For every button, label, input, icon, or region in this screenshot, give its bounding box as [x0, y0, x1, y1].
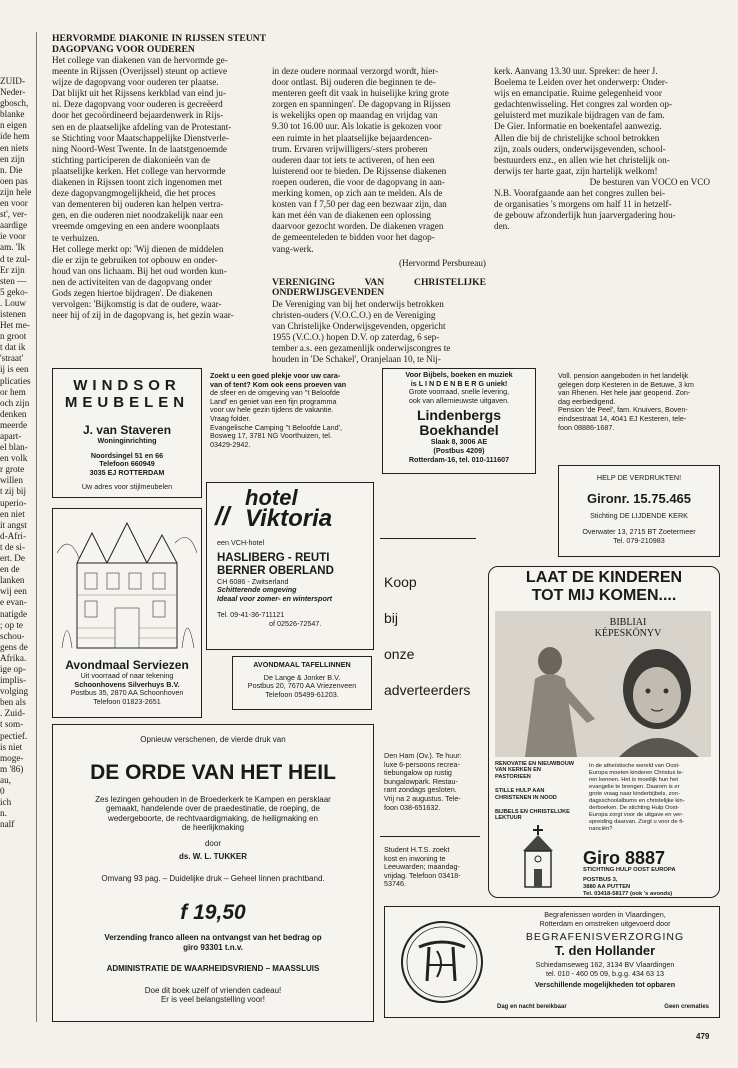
ad-line: de heerlijkmaking: [181, 823, 245, 832]
text-fragment: en zijn: [0, 153, 25, 164]
text-line: tember a.s. een gezamenlijk onderwijscongres te: [272, 343, 451, 354]
text-fragment: Neder-: [0, 87, 26, 98]
article-body: [494, 66, 710, 232]
divider: [380, 538, 476, 539]
ad-address: Schiedamseweg 162, 3134 BV Vlaardingen: [535, 960, 675, 970]
text-fragment: sten —: [0, 275, 27, 286]
ad-line: Voor Bijbels, boeken en muziek: [405, 370, 513, 379]
ad-line: Student H.T.S. zoekt: [384, 845, 450, 854]
text-line: De Gier. Informatie en boekentafel aanwezig.: [494, 121, 662, 132]
ad-giro: Giro 8887: [583, 848, 666, 868]
ad-title: T. den Hollander: [554, 943, 656, 959]
article-voco: [494, 66, 710, 232]
ad-line: Telefoon 01823-2651: [93, 696, 161, 706]
text-fragment: ie voor: [0, 231, 26, 242]
text-line: kosten van f 7,50 per dag een bezwaar zijn, dan: [272, 199, 447, 210]
ad-line: POSTBUS 3,: [583, 877, 618, 883]
text-fragment: natigde: [0, 608, 28, 619]
text-line: wijze de dagopvang voor ouderen ter plaatse.: [52, 77, 219, 88]
text-fragment: t zij bij: [0, 486, 27, 497]
text-line: zorgen en spanningen'. De dagopvang in Rijssen: [272, 99, 451, 110]
ad-line: gelegen dorp Kesteren in de Betuwe, 3 km: [558, 379, 694, 389]
text-line: deze dagopvangmogelijkheid, die het proces: [52, 188, 216, 199]
text-line: daarvoor gezocht worden. De diakenen vragen: [272, 221, 444, 232]
text-line: luisterend oor te bieden. De Rijssense diakenen: [272, 165, 447, 176]
ad-line: foon 08886-1687.: [558, 422, 615, 432]
article-title: HERVORMDE DIAKONIE IN RIJSSEN STEUNT DAGOPVANG VOOR OUDEREN: [52, 33, 266, 55]
page-number: 479: [696, 1032, 710, 1041]
text-line: Gods zegen hiertoe bijdragen'. De diakenen: [52, 287, 213, 298]
text-line: in deze oudere normaal verzorgd wordt, hier-: [272, 66, 439, 76]
ad-city: 3035 EJ ROTTERDAM: [89, 467, 165, 477]
ad-line: rant zondags gesloten.: [384, 785, 457, 795]
text-fragment: och zijn: [0, 397, 30, 408]
text-fragment: am. 'Ik: [0, 242, 26, 253]
text-line: neer hij of zij in de dagopvang is, het gezin waar-: [52, 310, 234, 321]
text-line: christen-ouders (V.O.C.O.) en de Vereniging: [272, 309, 436, 320]
ad-pension: [558, 372, 718, 432]
text-line: vreemde omgeving en een andere woonplaats: [52, 221, 220, 232]
press-credit: (Hervormd Persbureau): [399, 257, 486, 268]
ad-door: door: [204, 838, 221, 848]
text-line: diakenen in Rijssen toont zich ingenomen met: [52, 177, 222, 188]
text-fragment: zijn hele: [0, 186, 32, 197]
ad-line: Vraag folder.: [210, 413, 251, 423]
text-fragment: ige op-: [0, 663, 26, 674]
text-fragment: Het me-: [0, 320, 30, 331]
text-fragment: wij een: [0, 586, 27, 597]
ad-phone: Tel. 09-41-36-711121: [217, 610, 285, 620]
ad-line: dagsschoolalbums en christelijke kin-: [589, 798, 685, 804]
ad-line: evangelie te brengen. Daarom is er: [589, 784, 680, 790]
ad-line: wedergeboorte, de rechtvaardigmaking, de heiligmaking en: [108, 813, 318, 823]
article-continued: [272, 66, 486, 365]
text-line: Het college merkt op: 'Wij dienen de middelen: [52, 243, 224, 254]
text-line: de gemeenteleden te bidden voor het dagop-: [272, 232, 435, 243]
ad-line: Telefoon 05499-61203.: [265, 689, 339, 699]
ad-line: foon 038-651632.: [384, 802, 441, 812]
text-line: Dat blijkt uit het Rijssens kerkblad van eind ju-: [52, 88, 227, 99]
text-line: gedachtenwisseling. Het congres zal worden op-: [494, 99, 673, 110]
ad-koop: [384, 564, 470, 708]
text-fragment: apart-: [0, 431, 22, 441]
text-fragment: Er zijn: [0, 264, 25, 275]
text-fragment: schou-: [0, 630, 25, 641]
ad-title: HASLIBERG - REUTI: [217, 551, 330, 564]
ad-line: Verzending franco alleen na ontvangst van het bedrag op: [104, 933, 322, 942]
ad-line: Begrafenissen worden in Vlaardingen,: [544, 910, 666, 919]
logo-text: hotel: [245, 485, 298, 510]
text-line: die er zijn te gebruiken tot opbouw en onder-: [52, 254, 218, 265]
text-fragment: t de si-: [0, 541, 26, 552]
ad-line: Europa zorgt voor de uitgave en ver-: [589, 812, 684, 818]
ad-line: 53746.: [384, 879, 406, 889]
ad-word: bij: [384, 610, 399, 626]
ad-cta: Er is veel belangstelling voor!: [160, 995, 266, 1004]
text-fragment: t dat ik: [0, 342, 26, 353]
text-line: ouderen daar tot iets te activeren, of hen een: [272, 154, 435, 165]
ad-word: onze: [384, 646, 415, 662]
ad-giro-block: [583, 849, 676, 898]
text-fragment: aardige: [0, 220, 28, 231]
ad-line: van Rhenen. Het hele jaar geopend. Zon-: [558, 388, 691, 398]
text-line: van dementeren bij ouderen kan helpen vertra-: [52, 199, 224, 210]
text-fragment: en niets: [0, 142, 29, 153]
text-fragment: t som-: [0, 719, 24, 730]
text-fragment: ben als: [0, 697, 26, 708]
ad-line: grote vraag naar kinderbijbels, zon-: [589, 791, 680, 797]
ad-phone: of 02526-72547.: [269, 618, 322, 628]
ad-line: van of tent? Kom ook eens proeven van: [210, 379, 347, 389]
ad-line: spreiding daarvan. Zorgt u voor de fi-: [589, 819, 685, 825]
text-line: Allen die bij de christelijke school betrokken: [494, 132, 660, 143]
text-line: De besturen van VOCO en VCO: [589, 176, 710, 187]
ad-address: Overwater 13, 2715 BT Zoetermeer: [582, 527, 696, 537]
article-body: [272, 299, 486, 366]
ad-giro: Gironr. 15.75.465: [586, 490, 692, 506]
monogram-logo: [399, 919, 485, 1005]
text-line: bestuurders enz., en allen wie het christelijk on-: [494, 154, 670, 165]
text-line: vervolgen: 'Bijkomstig is dat de oudere, waar-: [52, 299, 222, 310]
ad-line: Den Ham (Ov.). Te huur:: [384, 751, 462, 760]
text-fragment: r grote: [0, 464, 25, 475]
ad-den-ham: [384, 752, 480, 812]
text-fragment: implis-: [0, 675, 27, 686]
text-line: plaatselijke kerken. Het college van hervormde: [52, 165, 226, 176]
ad-line: ook van allernieuwste uitgaven.: [408, 395, 510, 405]
text-line: stichting participeren de diakonieën van de: [52, 154, 210, 165]
ad-line: luxe 6-persoons recrea-: [384, 759, 460, 769]
ad-line: 03429-2942.: [210, 439, 251, 449]
ad-windsor: [52, 368, 202, 498]
text-fragment: n eigen: [0, 120, 27, 131]
ad-title: WINDSOR: [73, 377, 181, 394]
ad-line: gemaakt, handelende over de praedestinatie, de roeping, de: [106, 804, 320, 813]
text-fragment: ZUID-: [0, 76, 26, 86]
text-fragment: n.: [0, 808, 7, 819]
text-line: de gebouw afzonderlijk hun jaarvergadering hou-: [494, 210, 676, 221]
text-fragment: ert. De: [0, 553, 25, 564]
ad-line: Land' en geniet van een fijn programma: [210, 396, 337, 406]
ad-footer: Geen crematies: [664, 1004, 709, 1010]
ad-line: giro 93301 t.n.v.: [183, 942, 243, 952]
ad-footer: Dag en nacht bereikbaar: [497, 1004, 567, 1010]
text-fragment: volging: [0, 686, 29, 697]
text-line: kan met één van de diakenen een oplossing: [272, 210, 431, 221]
ad-sub: Woninginrichting: [97, 436, 157, 445]
book-cover-photo: [495, 611, 711, 757]
ad-title: BERNER OBERLAND: [217, 564, 334, 577]
text-fragment: oen pas: [0, 175, 28, 186]
article-title: VERENIGING VAN CHRISTELIJKE ONDERWIJSGEVENDEN: [272, 276, 486, 299]
ad-tagline: Ideaal voor zomer- en wintersport: [217, 593, 333, 603]
ad-title: Lindenbergs: [416, 407, 501, 424]
building-illustration: [57, 513, 197, 653]
ad-options: Verschillende mogelijkheden tot opbaren: [534, 980, 676, 990]
ad-head: HELP DE VERDRUKTEN!: [596, 473, 682, 482]
text-line: merking komen, op zich aan te melden. Als de: [272, 188, 443, 199]
text-fragment: ich: [0, 797, 12, 808]
text-fragment: pectief.: [0, 730, 28, 741]
ad-lindenberg: [382, 368, 536, 474]
text-fragment: . Louw: [0, 297, 27, 308]
text-fragment: en niet: [0, 508, 25, 519]
ad-line: Bosweg 17, 3781 NG Voorthuizen, tel.: [210, 431, 332, 441]
ad-text: [497, 911, 713, 990]
text-line: is wekelijks open op maandag en vrijdag van: [272, 110, 438, 121]
text-fragment: ide hem: [0, 131, 30, 142]
text-fragment: meerde: [0, 419, 28, 430]
ad-title: Boekhandel: [419, 422, 499, 439]
text-line: trum. Ervaren vrijwilligers/-sters proberen: [272, 143, 428, 154]
text-line: nen de activiteiten van de dagopvang onder: [52, 276, 212, 287]
text-line: zijn, zoals ouders, onderwijsgevenden, school-: [494, 143, 666, 154]
ad-line: Tel. 03418-58177 (ook 's avonds): [583, 891, 673, 897]
ad-author: ds. W. L. TUKKER: [179, 852, 247, 861]
ad-cta: Doe dit boek uzelf of vrienden cadeau!: [144, 985, 282, 995]
ad-line: eindsestraat 14, 4041 EJ Kesteren, tele-: [558, 413, 687, 423]
text-fragment: istenen: [0, 308, 27, 319]
text-line: vang-werk.: [272, 243, 314, 254]
ad-camping: [210, 372, 370, 449]
text-fragment: el blan-: [0, 442, 28, 453]
text-line: geluisterd met muzikale bijdragen van de fam.: [494, 110, 665, 121]
text-line: Het college van diakenen van de hervormde ge-: [52, 55, 228, 65]
ad-kinderen: [488, 566, 720, 898]
text-fragment: au,: [0, 774, 11, 785]
ad-address: CH 6086 - Zwitserland: [217, 576, 289, 586]
text-line: 9.30 tot 16.00 uur. Als lokatie is gekozen voor: [272, 121, 442, 132]
text-line: een ruimte in het plaatselijke bejaardencen-: [272, 132, 432, 143]
text-line: meente in Rijssen (Overijssel) steunt op actieve: [52, 66, 228, 77]
text-fragment: blanke: [0, 109, 25, 120]
text-fragment: en voor: [0, 198, 28, 209]
ad-phone: Telefoon 660949: [99, 459, 155, 469]
ad-line: dag eerbiedigend.: [558, 396, 616, 406]
text-line: wijs en emancipatie. Ruime gelegenheid voor: [494, 88, 662, 99]
text-fragment: gbosch,: [0, 98, 29, 109]
ad-serviezen: [52, 508, 202, 718]
ad-line: Europa moeten kinderen Christus le-: [589, 770, 684, 776]
text-fragment: uperio-: [0, 497, 27, 508]
text-line: derwijs ter harte gaat, zijn hartelijk welkom!: [494, 165, 658, 176]
ad-line: Grote voorraad, snelle levering,: [408, 387, 510, 397]
ad-line: nanciën?: [589, 826, 613, 832]
text-fragment: moge-: [0, 752, 24, 763]
ad-line: kost en inwoning te: [384, 853, 446, 863]
ad-owner: J. van Staveren: [82, 423, 172, 437]
church-icon: [503, 821, 573, 891]
column-divider: [36, 32, 37, 1022]
ad-org: STICHTING HULP OOST EUROPA: [583, 867, 676, 873]
ad-line: ren kennen. Het is moeilijk hun het: [589, 777, 678, 783]
text-line: gen, en die ouderen niet noodzakelijk naar een: [52, 210, 223, 221]
ad-line: STILLE HULP AAN CHRISTENEN IN NOOD: [495, 788, 557, 801]
ad-word: Koop: [384, 574, 417, 590]
text-line: se Stichting voor Maatschappelijke Dienstverle-: [52, 132, 230, 143]
ad-line: Slaak 8, 3006 AE: [430, 437, 488, 447]
ad-line: Uit voorraad of naar tekening: [80, 671, 174, 680]
ad-intro: Opnieuw verschenen, de vierde druk van: [140, 735, 286, 744]
ad-line: Vrij na 2 augustus. Tele-: [384, 793, 461, 803]
text-line: houd van ons lichaam. Bij het oud worden kun-: [52, 265, 227, 276]
ad-line: Postbus 35, 2870 AA Schoonhoven: [70, 688, 184, 698]
ad-line: is L I N D E N B E R G uniek!: [410, 378, 508, 388]
text-fragment: ij is een: [0, 364, 29, 375]
ad-line: RENOVATIE EN NIEUWBOUW VAN KERKEN EN PASTORIEEN: [495, 761, 575, 780]
text-fragment: lanken: [0, 575, 25, 586]
ad-price: f 19,50: [180, 901, 246, 924]
ad-line: Evangelische Camping ''t Beloofde Land',: [210, 422, 342, 432]
text-fragment: n. Die: [0, 164, 23, 175]
ad-title: DE ORDE VAN HET HEIL: [90, 760, 336, 784]
ad-verdrukten: [558, 465, 720, 557]
ad-title: TOT MIJ KOMEN....: [531, 587, 677, 604]
text-fragment: e evan-: [0, 597, 27, 608]
text-fragment: en volk: [0, 453, 28, 464]
ad-line: voor uw hele gezin tijdens de vakantie.: [210, 405, 334, 415]
ad-right-text: [589, 763, 713, 833]
ad-word: adverteerders: [384, 682, 471, 698]
ad-line: vrijdag. Telefoon 03418-: [384, 870, 461, 880]
text-line: menteren geeft dit vaak in huiselijke kring grote: [272, 88, 449, 99]
text-fragment: denken: [0, 408, 27, 419]
ad-title: MEUBELEN: [64, 394, 190, 411]
text-fragment: en de: [0, 564, 20, 575]
ad-title: AVONDMAAL TAFELLINNEN: [253, 660, 351, 669]
ad-orde-van-het-heil: [52, 724, 374, 1022]
text-line: houden in 'De Schakel', Oranjelaan 10, te Nij-: [272, 354, 441, 365]
ad-line: BIJBELS EN CHRISTELIJKE LEKTUUR: [495, 809, 570, 822]
ad-sub: een VCH-hotel: [217, 538, 265, 547]
text-line: ni. Deze dagopvang voor ouderen is gecreëerd: [52, 99, 223, 110]
text-fragment: n groot: [0, 331, 27, 342]
divider: [380, 836, 480, 837]
ad-tagline: Uw adres voor stijlmeubelen: [81, 482, 173, 492]
hotel-logo: [215, 485, 373, 537]
ad-line: bungalowpark. Restau-: [384, 776, 458, 786]
text-fragment: it angst: [0, 519, 27, 530]
text-fragment: 0: [0, 786, 5, 796]
text-line: van Christelijke Onderwijsgevenden, opgericht: [272, 320, 446, 331]
text-line: De Vereniging van bij het onderwijs betrokken: [272, 298, 444, 309]
left-column-fragments: [0, 76, 34, 1016]
ad-title: BEGRAFENISVERZORGING: [525, 931, 685, 944]
article-body: [272, 66, 486, 255]
book-title: KÉPESKÖNYV: [594, 628, 662, 639]
text-line: N.B. Voorafgaande aan het congres zullen bei-: [494, 188, 666, 199]
text-line: ning Noord-West Twente. In de laatstgenoemde: [52, 143, 228, 154]
ad-tagline: Schitterende omgeving: [217, 585, 297, 595]
text-fragment: . Zuid-: [0, 708, 26, 719]
text-fragment: m '86): [0, 763, 24, 774]
text-line: sen en de plaatselijke afdeling van de Protestant-: [52, 121, 232, 132]
ad-student: [384, 846, 480, 889]
text-fragment: Afrika.: [0, 652, 27, 663]
text-fragment: nalf: [0, 819, 15, 830]
ad-line: De Lange & Jonker B.V.: [263, 672, 341, 682]
ad-line: Pension 'de Peel', fam. Knuivers, Boven-: [558, 405, 688, 415]
text-fragment: st', ver-: [0, 209, 27, 220]
ad-line: (Postbus 4209): [433, 445, 485, 455]
book-title: BIBLIAI: [609, 617, 647, 628]
ad-left-list: [495, 761, 577, 830]
ad-line: Zoekt u een goed plekje voor uw cara-: [210, 371, 341, 380]
text-fragment: plicaties: [0, 375, 31, 386]
ad-line: Zes lezingen gehouden in de Broederkerk te Kampen en persklaar: [95, 794, 331, 804]
text-line: te verhuizen.: [52, 232, 100, 243]
ad-line: Schoonhovens Silverhuys B.V.: [74, 679, 180, 689]
text-line: door het gecoördineerd bejaardenwerk in Rijs-: [52, 110, 224, 121]
ad-phone: Tel. 079-210983: [613, 535, 665, 545]
ad-line: Voll. pension aangeboden in het landelijk: [558, 371, 689, 380]
text-fragment: or hem: [0, 386, 26, 397]
text-fragment: is niet: [0, 741, 23, 752]
text-line: 1955 (V.C.O.) hopen D.V. op zaterdag, 6 sep-: [272, 331, 440, 342]
children-illustration: [495, 639, 711, 757]
ad-den-hollander: [384, 906, 720, 1018]
text-fragment: 5 geko-: [0, 286, 28, 297]
text-fragment: d-Afri-: [0, 530, 27, 541]
logo-mark: //: [215, 501, 230, 531]
ad-line: de sfeer en de omgeving van ''t Beloofde: [210, 388, 340, 398]
ad-line: Rotterdam-16, tel. 010-111607: [408, 454, 510, 464]
ad-admin: ADMINISTRATIE DE WAARHEIDSVRIEND – MAASSLUIS: [106, 964, 320, 973]
ad-line: Leeuwarden; maandag-: [384, 862, 460, 872]
logo-text: Viktoria: [245, 505, 333, 532]
ad-title: LAAT DE KINDEREN: [525, 569, 683, 586]
text-line: kerk. Aanvang 13.30 uur. Spreker: de heer J.: [494, 66, 658, 76]
text-line: de organisaties 's morgens om half 11 in hetzelf-: [494, 199, 672, 210]
text-fragment: d te zul-: [0, 253, 31, 264]
ad-line: Rotterdam en omstreken uitgevoerd door: [539, 918, 671, 928]
text-fragment: ; op te: [0, 619, 23, 630]
ad-address: Noordsingel 51 en 66: [90, 450, 164, 460]
ad-org: Stichting DE LIJDENDE KERK: [590, 510, 688, 520]
text-line: den.: [494, 221, 510, 232]
ad-phone: tel. 010 - 460 05 09, b.g.g. 434 63 13: [546, 968, 664, 978]
ad-hotel-viktoria: [206, 482, 374, 650]
article-rijssen: [52, 34, 266, 321]
text-fragment: 'straat': [0, 353, 24, 364]
ad-line: derboeken. De stichting Hulp Oost-: [589, 805, 680, 811]
ad-title: Avondmaal Serviezen: [65, 658, 189, 672]
text-line: Boelema te Leiden over het onderwerp: Onder-: [494, 77, 668, 88]
article-body: [52, 55, 266, 321]
ad-line: Postbus 20, 7670 AA Vriezenveen: [247, 681, 357, 691]
text-fragment: gens de: [0, 641, 28, 652]
ad-tafellinnen: [232, 656, 372, 710]
text-line: door ontlast. Bij ouderen die beginnen te de-: [272, 77, 436, 88]
ad-spec: Omvang 93 pag. – Duidelijke druk – Geheel linnen prachtband.: [101, 873, 325, 883]
ad-line: tiebungalow op rustig: [384, 768, 452, 778]
ad-line: In de atheïstische wereld van Oost-: [589, 763, 680, 769]
text-fragment: willen: [0, 475, 23, 486]
text-line: roepen ouderen, die voor de dagopvang in aan-: [272, 176, 445, 187]
ad-line: 3880 AA PUTTEN: [583, 884, 631, 890]
